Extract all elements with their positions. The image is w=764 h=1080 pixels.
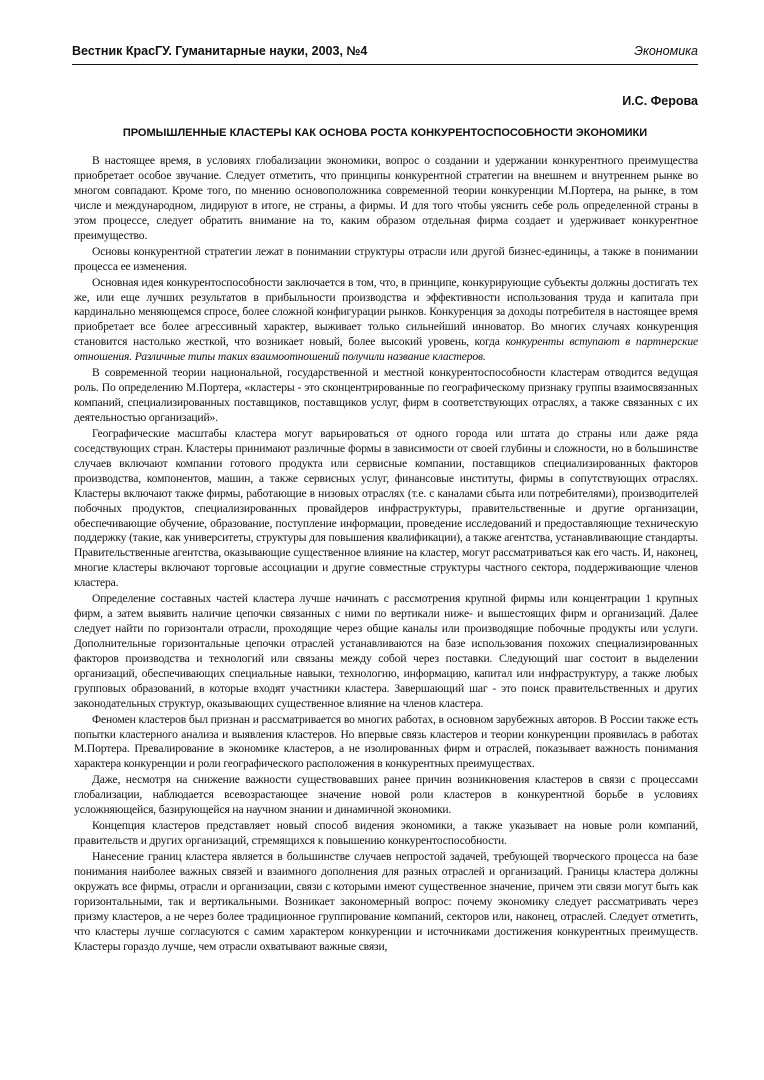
journal-title: Вестник КрасГУ. Гуманитарные науки, 2003, №4 bbox=[72, 44, 368, 58]
article-body bbox=[74, 154, 698, 955]
paragraph: В настоящее время, в условиях глобализации экономики, вопрос о создании и удержании конкурентного преимущества приобретает особое звучание. Следует отметить, что принципы конкурентной стратегии на внешнем и внутреннем рынке во многом совпадают. Кроме того, по мнению основоположника современной теории конкуренции М.Портера, на рынке, в том числе и международном, лидируют в итоге, не страны, а фирмы. И для того чтобы уяснить себе роль определенной страны в этом процессе, следует обратить внимание на то, каким образом отдельная фирма создает и удерживает конкурентное преимущество. bbox=[74, 154, 698, 242]
paragraph-text: Основная идея конкурентоспособности заключается в том, что, в принципе, конкурирующие субъекты должны достигать тех же, или еще лучших результатов в прибыльности производства и эффективности использования труда и капитала при кардинально меняющемся спросе, более сложной конфигурации рынков. Конкуренция за доходы потребителя в настоящее время приобретает все более агрессивный характер, выживает только сильнейший инноватор. Во многих случаях конкуренция становится настолько жесткой, что возникает новый, более высокий уровень, когда bbox=[74, 275, 698, 349]
paragraph: Основы конкурентной стратегии лежат в понимании структуры отрасли или другой бизнес-единицы, а также в понимании процесса ее изменения. bbox=[74, 244, 698, 273]
header-divider bbox=[72, 64, 698, 65]
section-name: Экономика bbox=[634, 44, 698, 58]
article-title: ПРОМЫШЛЕННЫЕ КЛАСТЕРЫ КАК ОСНОВА РОСТА КОНКУРЕНТОСПОСОБНОСТИ ЭКОНОМИКИ bbox=[122, 127, 648, 139]
running-head bbox=[72, 44, 698, 64]
paragraph: Феномен кластеров был признан и рассматривается во многих работах, в основном зарубежных авторов. В России также есть попытки кластерного анализа и выявления кластеров. Но впервые связь кластеров и теории конкуренции проявилась в работах М.Портера. Превалирование в экономике кластеров, а не изолированных фирм и отраслей, показывает важность понимания характера конкуренции и роли географического расположения в конкурентных преимуществах. bbox=[74, 712, 698, 771]
paragraph: Даже, несмотря на снижение важности существовавших ранее причин возникновения кластеров в связи с процессами глобализации, наблюдается всевозрастающее значение новой роли кластеров в конкурентной борьбе в условиях усложняющейся, базирующейся на научном знании и динамичной экономики. bbox=[74, 773, 698, 817]
emphasized-text: конкуренты вступают в партнерские отношения. Различные типы таких взаимоотношений получили название кластеров. bbox=[74, 335, 699, 364]
paragraph: В современной теории национальной, государственной и местной конкурентоспособности кластерам отводится ведущая роль. По определению М.Портера, «кластеры - это сконцентрированные по географическому признаку группы взаимосвязанных компаний, специализированных поставщиков, поставщиков услуг, фирм в соответствующих отраслях, а также связанных с их деятельностью организаций». bbox=[74, 366, 698, 424]
paragraph: Концепция кластеров представляет новый способ видения экономики, а также указывает на новые роли компаний, правительств и других организаций, стремящихся к повышению конкурентоспособности. bbox=[74, 819, 698, 848]
paragraph: Нанесение границ кластера является в большинстве случаев непростой задачей, требующей творческого процесса на базе понимания наиболее важных связей и взаимного дополнения для разных отраслей и организаций. Границы кластера должны окружать все фирмы, отрасли и организации, связи с которыми имеют существенное значение, причем эти связи могут быть как горизонтальными, так и вертикальными. Возникает закономерный вопрос: почему экономику следует рассматривать через призму кластеров, а не через более традиционное группирование компаний, секторов или, наконец, отраслей. Следует отметить, что кластеры лучше согласуются с самим характером конкуренции и источниками достижения конкурентных преимуществ. Кластеры гораздо лучше, чем отрасли охватывают важные связи, bbox=[74, 850, 698, 953]
paragraph: Географические масштабы кластера могут варьироваться от одного города или штата до страны или даже ряда соседствующих стран. Кластеры принимают различные формы в зависимости от своей глубины и сложности, но в большинстве случаев включают компании готового продукта или сервисные компании, поставщиков специализированных факторов производства, компонентов, машин, а также сервисных услуг, финансовые институты, фирмы в сопутствующих отраслях. Кластеры включают также фирмы, работающие в низовых отраслях (т.е. с каналами сбыта или потребителями), производителей побочных продуктов, специализированных провайдеров инфраструктуры, правительственные и другие организации, обеспечивающие обучение, образование, поступление информации, проведение исследований и предоставляющие техническую поддержку (такие, как университеты, структуры для повышения квалификации), а также агентства, устанавливающие стандарты. Правительственные агентства, оказывающие существенное влияние на кластер, могут рассматриваться как его часть. И, наконец, многие кластеры включают торговые ассоциации и другие совместные структуры частного сектора, поддерживающие членов кластера. bbox=[74, 427, 698, 590]
paragraph bbox=[74, 276, 698, 365]
paragraph: Определение составных частей кластера лучше начинать с рассмотрения крупной фирмы или концентрации 1 крупных фирм, а затем выявить наличие цепочки связанных с ними по вертикали ниже- и вышестоящих фирм и организаций. Далее следует найти по горизонтали отрасли, проходящие через общие каналы или производящие побочные продукты или услуги. Дополнительные горизонтальные цепочки отраслей устанавливаются на базе использования похожих специализированных факторов производства и технологий или связаны между собой через поставки. Следующий шаг состоит в выделении организаций, обеспечивающих специальные навыки, технологию, информацию, капитал или инфраструктуру, а также любых групповых образований, в которые входят участники кластера. Завершающий шаг - это поиск правительственных и других законодательных структур, оказывающих существенное влияние на членов кластера. bbox=[74, 592, 698, 710]
author-name: И.С. Ферова bbox=[622, 94, 698, 108]
